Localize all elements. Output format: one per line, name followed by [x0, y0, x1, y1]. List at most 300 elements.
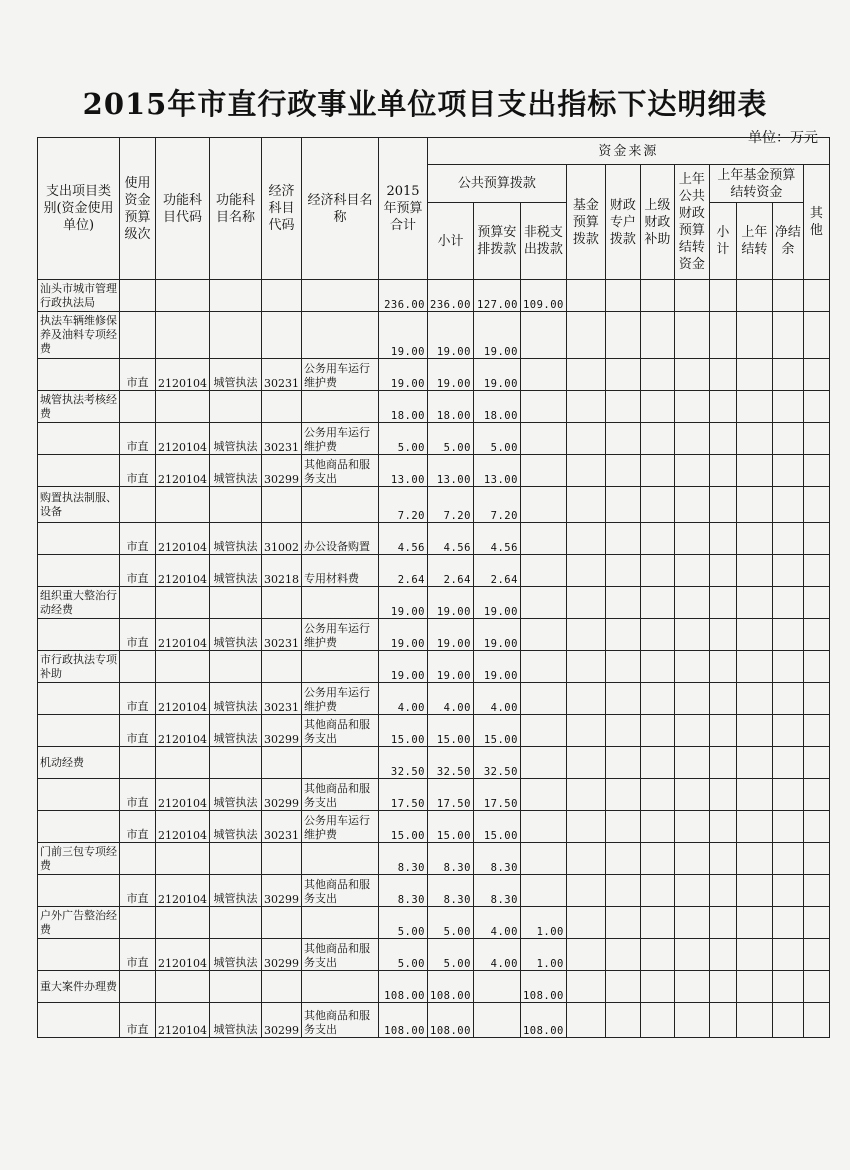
- empty-cell: [772, 651, 803, 683]
- row-econ-name: 公务用车运行维护费: [302, 683, 379, 715]
- empty-cell: [605, 811, 640, 843]
- empty-cell: [803, 907, 829, 939]
- row-econ-code: 30299: [262, 939, 302, 971]
- table-row: [38, 1003, 830, 1038]
- empty-cell: [709, 651, 736, 683]
- row-level: 市直: [120, 455, 156, 487]
- row-econ-code: [262, 487, 302, 523]
- header-prev-fund: 上年基金预算结转资金: [709, 165, 803, 203]
- empty-cell: [605, 843, 640, 875]
- row-budget-total: 13.00: [379, 455, 428, 487]
- row-subtotal: 17.50: [428, 779, 474, 811]
- row-nontax: [520, 487, 566, 523]
- table-row: [38, 423, 830, 455]
- empty-cell: [803, 391, 829, 423]
- row-econ-code: 30218: [262, 555, 302, 587]
- row-name: [38, 423, 120, 455]
- empty-cell: [736, 391, 772, 423]
- row-name: [38, 939, 120, 971]
- empty-cell: [566, 747, 605, 779]
- header-econ-code: 经济科目代码: [262, 138, 302, 280]
- empty-cell: [674, 1003, 709, 1038]
- row-name: 机动经费: [38, 747, 120, 779]
- empty-cell: [605, 907, 640, 939]
- row-level: 市直: [120, 523, 156, 555]
- row-subtotal: 19.00: [428, 312, 474, 359]
- row-nontax: [520, 811, 566, 843]
- empty-cell: [640, 391, 674, 423]
- row-econ-code: [262, 971, 302, 1003]
- row-func-code: 2120104: [156, 423, 210, 455]
- empty-cell: [674, 811, 709, 843]
- row-func-name: 城管执法: [210, 423, 262, 455]
- empty-cell: [566, 423, 605, 455]
- row-func-name: 城管执法: [210, 359, 262, 391]
- empty-cell: [803, 619, 829, 651]
- row-econ-name: 公务用车运行维护费: [302, 619, 379, 651]
- row-name: [38, 523, 120, 555]
- row-econ-name: [302, 747, 379, 779]
- empty-cell: [709, 811, 736, 843]
- row-econ-name: 公务用车运行维护费: [302, 423, 379, 455]
- row-func-name: 城管执法: [210, 523, 262, 555]
- empty-cell: [803, 875, 829, 907]
- row-nontax: [520, 587, 566, 619]
- row-nontax: 1.00: [520, 907, 566, 939]
- header-special: 财政专户拨款: [605, 165, 640, 280]
- empty-cell: [566, 939, 605, 971]
- row-arranged: 4.00: [473, 939, 520, 971]
- empty-cell: [674, 683, 709, 715]
- row-econ-name: 公务用车运行维护费: [302, 811, 379, 843]
- row-nontax: [520, 875, 566, 907]
- empty-cell: [605, 455, 640, 487]
- empty-cell: [803, 715, 829, 747]
- empty-cell: [640, 423, 674, 455]
- row-econ-name: [302, 391, 379, 423]
- row-subtotal: 19.00: [428, 587, 474, 619]
- empty-cell: [605, 280, 640, 312]
- row-econ-code: 30299: [262, 715, 302, 747]
- empty-cell: [736, 683, 772, 715]
- empty-cell: [605, 651, 640, 683]
- row-func-code: 2120104: [156, 939, 210, 971]
- table-row: [38, 555, 830, 587]
- empty-cell: [772, 359, 803, 391]
- empty-cell: [566, 455, 605, 487]
- empty-cell: [736, 423, 772, 455]
- row-econ-name: [302, 587, 379, 619]
- empty-cell: [736, 555, 772, 587]
- empty-cell: [566, 280, 605, 312]
- row-subtotal: 5.00: [428, 939, 474, 971]
- row-econ-code: [262, 391, 302, 423]
- empty-cell: [709, 875, 736, 907]
- empty-cell: [674, 843, 709, 875]
- row-budget-total: 5.00: [379, 939, 428, 971]
- row-budget-total: 4.56: [379, 523, 428, 555]
- empty-cell: [803, 423, 829, 455]
- row-econ-name: 其他商品和服务支出: [302, 875, 379, 907]
- row-level: [120, 312, 156, 359]
- row-level: 市直: [120, 875, 156, 907]
- empty-cell: [772, 779, 803, 811]
- header-econ-name: 经济科目名称: [302, 138, 379, 280]
- row-level: 市直: [120, 359, 156, 391]
- empty-cell: [566, 587, 605, 619]
- row-subtotal: 8.30: [428, 843, 474, 875]
- row-subtotal: 15.00: [428, 811, 474, 843]
- row-budget-total: 15.00: [379, 715, 428, 747]
- empty-cell: [803, 487, 829, 523]
- empty-cell: [803, 747, 829, 779]
- table-row: [38, 907, 830, 939]
- empty-cell: [640, 875, 674, 907]
- empty-cell: [772, 875, 803, 907]
- empty-cell: [640, 280, 674, 312]
- row-nontax: [520, 715, 566, 747]
- header-superior: 上级财政补助: [640, 165, 674, 280]
- row-econ-name: 办公设备购置: [302, 523, 379, 555]
- row-func-name: 城管执法: [210, 683, 262, 715]
- header-category: 支出项目类别(资金使用单位): [38, 138, 120, 280]
- row-arranged: 19.00: [473, 587, 520, 619]
- empty-cell: [736, 455, 772, 487]
- empty-cell: [605, 683, 640, 715]
- row-budget-total: 19.00: [379, 651, 428, 683]
- empty-cell: [566, 523, 605, 555]
- row-level: 市直: [120, 423, 156, 455]
- row-subtotal: 19.00: [428, 359, 474, 391]
- empty-cell: [803, 683, 829, 715]
- table-row: [38, 747, 830, 779]
- row-subtotal: 15.00: [428, 715, 474, 747]
- table-body: [38, 138, 830, 1038]
- empty-cell: [772, 555, 803, 587]
- empty-cell: [772, 455, 803, 487]
- header-row-1: [38, 138, 830, 165]
- row-func-code: [156, 651, 210, 683]
- row-func-name: [210, 747, 262, 779]
- row-nontax: 108.00: [520, 1003, 566, 1038]
- empty-cell: [640, 683, 674, 715]
- empty-cell: [605, 779, 640, 811]
- row-func-name: 城管执法: [210, 779, 262, 811]
- row-level: [120, 747, 156, 779]
- row-nontax: [520, 312, 566, 359]
- empty-cell: [640, 523, 674, 555]
- row-subtotal: 7.20: [428, 487, 474, 523]
- empty-cell: [709, 391, 736, 423]
- empty-cell: [566, 907, 605, 939]
- empty-cell: [566, 971, 605, 1003]
- empty-cell: [674, 651, 709, 683]
- row-func-code: [156, 391, 210, 423]
- empty-cell: [736, 715, 772, 747]
- row-econ-name: 公务用车运行维护费: [302, 359, 379, 391]
- row-budget-total: 8.30: [379, 875, 428, 907]
- row-econ-code: 30299: [262, 1003, 302, 1038]
- empty-cell: [605, 1003, 640, 1038]
- row-econ-name: [302, 971, 379, 1003]
- row-subtotal: 5.00: [428, 423, 474, 455]
- row-name: 组织重大整治行动经费: [38, 587, 120, 619]
- empty-cell: [674, 939, 709, 971]
- row-name: [38, 715, 120, 747]
- row-name: [38, 811, 120, 843]
- empty-cell: [772, 1003, 803, 1038]
- row-econ-name: [302, 487, 379, 523]
- row-econ-name: [302, 907, 379, 939]
- row-func-name: [210, 280, 262, 312]
- empty-cell: [640, 487, 674, 523]
- empty-cell: [736, 907, 772, 939]
- row-func-code: 2120104: [156, 455, 210, 487]
- empty-cell: [640, 312, 674, 359]
- header-fund-budget: 基金预算拨款: [566, 165, 605, 280]
- row-arranged: 18.00: [473, 391, 520, 423]
- empty-cell: [772, 487, 803, 523]
- empty-cell: [772, 907, 803, 939]
- row-func-code: [156, 487, 210, 523]
- empty-cell: [772, 391, 803, 423]
- row-name: [38, 455, 120, 487]
- row-subtotal: 32.50: [428, 747, 474, 779]
- empty-cell: [772, 587, 803, 619]
- empty-cell: [709, 423, 736, 455]
- row-budget-total: 15.00: [379, 811, 428, 843]
- row-name: 执法车辆维修保养及油料专项经费: [38, 312, 120, 359]
- header-nontax: 非税支出拨款: [520, 203, 566, 280]
- empty-cell: [605, 523, 640, 555]
- row-arranged: 127.00: [473, 280, 520, 312]
- row-econ-name: [302, 312, 379, 359]
- row-func-name: 城管执法: [210, 875, 262, 907]
- row-budget-total: 17.50: [379, 779, 428, 811]
- row-nontax: [520, 843, 566, 875]
- row-econ-name: 其他商品和服务支出: [302, 715, 379, 747]
- table-row: [38, 359, 830, 391]
- empty-cell: [640, 555, 674, 587]
- table-row: [38, 391, 830, 423]
- row-name: [38, 683, 120, 715]
- row-name: [38, 619, 120, 651]
- empty-cell: [772, 312, 803, 359]
- header-arranged: 预算安排拨款: [473, 203, 520, 280]
- empty-cell: [674, 715, 709, 747]
- row-econ-code: 30231: [262, 423, 302, 455]
- row-arranged: 17.50: [473, 779, 520, 811]
- row-econ-code: 30231: [262, 619, 302, 651]
- empty-cell: [674, 907, 709, 939]
- row-budget-total: 32.50: [379, 747, 428, 779]
- row-econ-code: 30231: [262, 359, 302, 391]
- row-name: 门前三包专项经费: [38, 843, 120, 875]
- empty-cell: [736, 651, 772, 683]
- header-prev-public: 上年公共财政预算结转资金: [674, 165, 709, 280]
- table-row: [38, 312, 830, 359]
- empty-cell: [736, 523, 772, 555]
- row-econ-code: 30299: [262, 779, 302, 811]
- header-func-code: 功能科目代码: [156, 138, 210, 280]
- empty-cell: [566, 779, 605, 811]
- unit-label: 单位：万元: [748, 130, 818, 146]
- row-budget-total: 236.00: [379, 280, 428, 312]
- empty-cell: [640, 907, 674, 939]
- empty-cell: [709, 779, 736, 811]
- row-nontax: [520, 391, 566, 423]
- header-prev-carry: 上年结转: [736, 203, 772, 280]
- row-nontax: 1.00: [520, 939, 566, 971]
- row-subtotal: 13.00: [428, 455, 474, 487]
- row-level: [120, 907, 156, 939]
- header-level: 使用资金预算级次: [120, 138, 156, 280]
- row-econ-code: [262, 651, 302, 683]
- empty-cell: [709, 312, 736, 359]
- empty-cell: [709, 715, 736, 747]
- row-subtotal: 108.00: [428, 971, 474, 1003]
- row-arranged: 5.00: [473, 423, 520, 455]
- row-econ-code: [262, 280, 302, 312]
- empty-cell: [736, 747, 772, 779]
- row-budget-total: 108.00: [379, 971, 428, 1003]
- row-arranged: 19.00: [473, 359, 520, 391]
- empty-cell: [674, 359, 709, 391]
- empty-cell: [566, 487, 605, 523]
- row-nontax: [520, 683, 566, 715]
- row-arranged: 8.30: [473, 843, 520, 875]
- empty-cell: [674, 555, 709, 587]
- empty-cell: [803, 523, 829, 555]
- row-func-name: [210, 907, 262, 939]
- row-econ-name: 其他商品和服务支出: [302, 1003, 379, 1038]
- row-budget-total: 5.00: [379, 423, 428, 455]
- table-row: [38, 619, 830, 651]
- row-func-code: 2120104: [156, 359, 210, 391]
- page-title: 2015年市直行政事业单位项目支出指标下达明细表: [82, 87, 768, 121]
- row-func-name: 城管执法: [210, 811, 262, 843]
- row-func-name: 城管执法: [210, 455, 262, 487]
- empty-cell: [605, 391, 640, 423]
- row-econ-name: [302, 843, 379, 875]
- row-subtotal: 19.00: [428, 619, 474, 651]
- row-econ-code: [262, 747, 302, 779]
- empty-cell: [640, 455, 674, 487]
- empty-cell: [674, 423, 709, 455]
- row-name: 购置执法制服、设备: [38, 487, 120, 523]
- row-arranged: [473, 1003, 520, 1038]
- row-func-code: [156, 907, 210, 939]
- budget-table: [37, 137, 830, 1038]
- header-source: 资金来源: [428, 138, 830, 165]
- empty-cell: [605, 747, 640, 779]
- empty-cell: [772, 715, 803, 747]
- row-econ-code: 30231: [262, 811, 302, 843]
- empty-cell: [709, 359, 736, 391]
- empty-cell: [803, 971, 829, 1003]
- empty-cell: [674, 312, 709, 359]
- table-row: [38, 523, 830, 555]
- empty-cell: [674, 455, 709, 487]
- header-func-name: 功能科目名称: [210, 138, 262, 280]
- row-nontax: 108.00: [520, 971, 566, 1003]
- row-arranged: 19.00: [473, 651, 520, 683]
- row-func-code: 2120104: [156, 523, 210, 555]
- row-func-name: [210, 587, 262, 619]
- empty-cell: [605, 619, 640, 651]
- row-arranged: 7.20: [473, 487, 520, 523]
- empty-cell: [772, 971, 803, 1003]
- row-func-name: [210, 843, 262, 875]
- empty-cell: [566, 555, 605, 587]
- row-func-name: [210, 487, 262, 523]
- empty-cell: [674, 587, 709, 619]
- empty-cell: [605, 312, 640, 359]
- row-subtotal: 236.00: [428, 280, 474, 312]
- empty-cell: [674, 875, 709, 907]
- empty-cell: [736, 487, 772, 523]
- row-level: [120, 587, 156, 619]
- header-prev-subtotal: 小计: [709, 203, 736, 280]
- empty-cell: [566, 1003, 605, 1038]
- empty-cell: [605, 359, 640, 391]
- row-arranged: 19.00: [473, 619, 520, 651]
- empty-cell: [736, 359, 772, 391]
- header-budget-total: 2015年预算合计: [379, 138, 428, 280]
- empty-cell: [709, 455, 736, 487]
- empty-cell: [640, 779, 674, 811]
- empty-cell: [736, 971, 772, 1003]
- empty-cell: [736, 779, 772, 811]
- row-func-code: 2120104: [156, 619, 210, 651]
- table-row: [38, 280, 830, 312]
- table-row: [38, 587, 830, 619]
- row-arranged: 32.50: [473, 747, 520, 779]
- empty-cell: [709, 523, 736, 555]
- row-nontax: [520, 523, 566, 555]
- empty-cell: [674, 523, 709, 555]
- row-budget-total: 19.00: [379, 359, 428, 391]
- row-func-code: 2120104: [156, 811, 210, 843]
- row-func-code: 2120104: [156, 715, 210, 747]
- row-func-code: [156, 280, 210, 312]
- row-econ-code: [262, 312, 302, 359]
- empty-cell: [605, 555, 640, 587]
- row-arranged: 15.00: [473, 715, 520, 747]
- row-nontax: 109.00: [520, 280, 566, 312]
- empty-cell: [772, 939, 803, 971]
- row-arranged: 15.00: [473, 811, 520, 843]
- empty-cell: [736, 811, 772, 843]
- row-name: [38, 875, 120, 907]
- row-level: 市直: [120, 555, 156, 587]
- row-subtotal: 4.56: [428, 523, 474, 555]
- row-func-name: [210, 391, 262, 423]
- row-subtotal: 8.30: [428, 875, 474, 907]
- row-nontax: [520, 651, 566, 683]
- row-level: 市直: [120, 1003, 156, 1038]
- row-func-code: [156, 587, 210, 619]
- row-func-name: 城管执法: [210, 619, 262, 651]
- empty-cell: [736, 312, 772, 359]
- empty-cell: [736, 843, 772, 875]
- empty-cell: [772, 747, 803, 779]
- empty-cell: [803, 359, 829, 391]
- empty-cell: [605, 939, 640, 971]
- empty-cell: [709, 619, 736, 651]
- empty-cell: [803, 811, 829, 843]
- row-name: [38, 555, 120, 587]
